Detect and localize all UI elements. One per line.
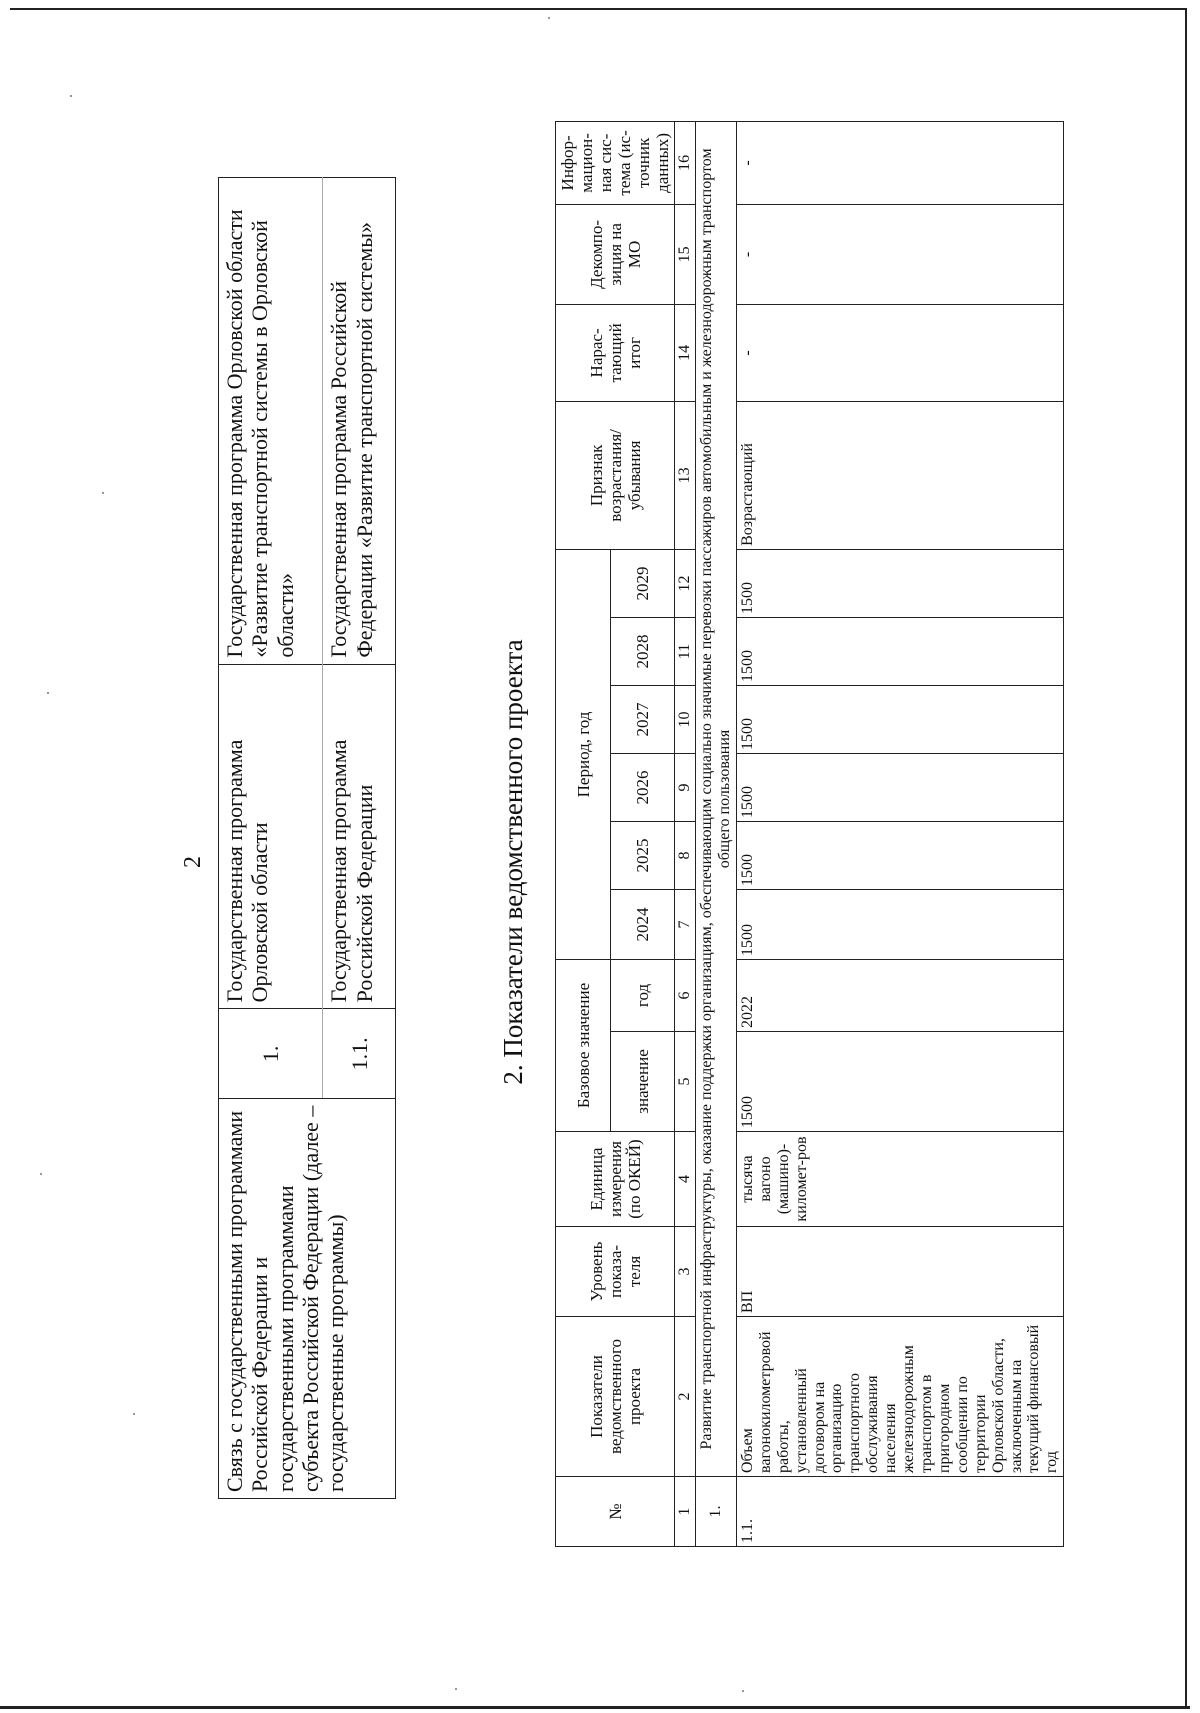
header-year: 2025 xyxy=(611,821,675,889)
header-unit: Единица измерения (по ОКЕЙ) xyxy=(556,1132,675,1227)
column-number: 13 xyxy=(675,401,696,549)
table-row xyxy=(736,121,1063,1546)
column-number: 3 xyxy=(675,1227,696,1317)
row-year-value: 1500 xyxy=(736,549,1063,617)
program-link-intro: Связь с государственными программами Российской Федерации и государственными программами субъекта Российской Федерации (далее – государственные программы) xyxy=(219,1099,396,1499)
header-year: 2029 xyxy=(611,549,675,617)
row-year-value: 1500 xyxy=(736,889,1063,959)
header-cumulative: Нарас-тающий итог xyxy=(556,304,675,401)
column-number: 6 xyxy=(675,959,696,1031)
row-year-value: 1500 xyxy=(736,753,1063,821)
header-level: Уровень показа-теля xyxy=(556,1227,675,1317)
program-short-name: Государственная программа Орловской области xyxy=(219,664,323,1009)
column-number: 8 xyxy=(675,821,696,889)
section-heading: Развитие транспортной инфраструктуры, оказание поддержки организациям, обеспечивающим социально значимые перевозки пассажиров автомобильным и железнодорожным транспортом общего пользования xyxy=(696,121,737,1476)
indicators-table xyxy=(555,121,1064,1547)
header-info-system: Инфор-мацион-ная сис-тема (ис-точник данных) xyxy=(556,121,675,204)
program-link-table xyxy=(218,177,396,1499)
header-sign: Признак возрастания/ убывания xyxy=(556,401,675,549)
program-full-name: Государственная программа Российской Федерации «Развитие транспортной системы» xyxy=(323,178,396,665)
program-num: 1. xyxy=(219,1009,323,1099)
column-number: 16 xyxy=(675,121,696,204)
header-num: № xyxy=(556,1477,675,1547)
column-number: 14 xyxy=(675,304,696,401)
row-base-value: 1500 xyxy=(736,1032,1063,1132)
row-decomposition: - xyxy=(736,204,1063,304)
row-sign: Возрастающий xyxy=(736,401,1063,549)
section-num: 1. xyxy=(696,1477,737,1547)
program-num: 1.1. xyxy=(323,1009,396,1099)
section-title: 2. Показатели ведомственного проекта xyxy=(498,639,528,1085)
scan-speck xyxy=(40,1173,42,1175)
rotated-page-content xyxy=(115,12,1100,1712)
scan-right-border xyxy=(1185,8,1187,1708)
row-cumulative: - xyxy=(736,304,1063,401)
row-unit: тысяча вагоно (машино)-километ-ров xyxy=(736,1132,1063,1227)
column-number: 1 xyxy=(675,1477,696,1547)
page-number: 2 xyxy=(180,856,206,868)
header-year: 2026 xyxy=(611,753,675,821)
column-number: 11 xyxy=(675,617,696,685)
scan-speck xyxy=(47,692,49,694)
header-base-value: Базовое значение xyxy=(556,959,611,1131)
header-period: Период, год xyxy=(556,549,611,959)
header-decomposition: Декомпо-зиция на МО xyxy=(556,204,675,304)
program-full-name: Государственная программа Орловской области «Развитие транспортной системы в Орловской области» xyxy=(219,178,323,665)
column-number: 5 xyxy=(675,1032,696,1132)
header-indicators: Показатели ведомственного проекта xyxy=(556,1317,675,1477)
row-year-value: 1500 xyxy=(736,821,1063,889)
scan-speck xyxy=(102,492,104,494)
header-base-val: значение xyxy=(611,1032,675,1132)
column-number: 7 xyxy=(675,889,696,959)
column-number: 9 xyxy=(675,753,696,821)
scan-top-border xyxy=(10,8,1185,10)
column-number: 12 xyxy=(675,549,696,617)
row-level: ВП xyxy=(736,1227,1063,1317)
program-short-name: Государственная программа Российской Федерации xyxy=(323,664,396,1009)
header-year: 2024 xyxy=(611,889,675,959)
header-base-year: год xyxy=(611,959,675,1031)
scan-speck xyxy=(70,95,72,97)
header-year: 2028 xyxy=(611,617,675,685)
column-number: 4 xyxy=(675,1132,696,1227)
row-info-system: - xyxy=(736,121,1063,204)
header-year: 2027 xyxy=(611,685,675,753)
row-year-value: 1500 xyxy=(736,617,1063,685)
column-number: 2 xyxy=(675,1317,696,1477)
row-base-year: 2022 xyxy=(736,959,1063,1031)
row-indicator-name: Объем вагонокилометровой работы, установленный договором на организацию транспортного обслуживания населения железнодорожным транспортом в пригородном сообщении по территории Орловской области, заключенным на текущий финансовый год xyxy=(736,1317,1063,1477)
row-num: 1.1. xyxy=(736,1477,1063,1547)
row-year-value: 1500 xyxy=(736,685,1063,753)
column-number: 15 xyxy=(675,204,696,304)
column-number: 10 xyxy=(675,685,696,753)
